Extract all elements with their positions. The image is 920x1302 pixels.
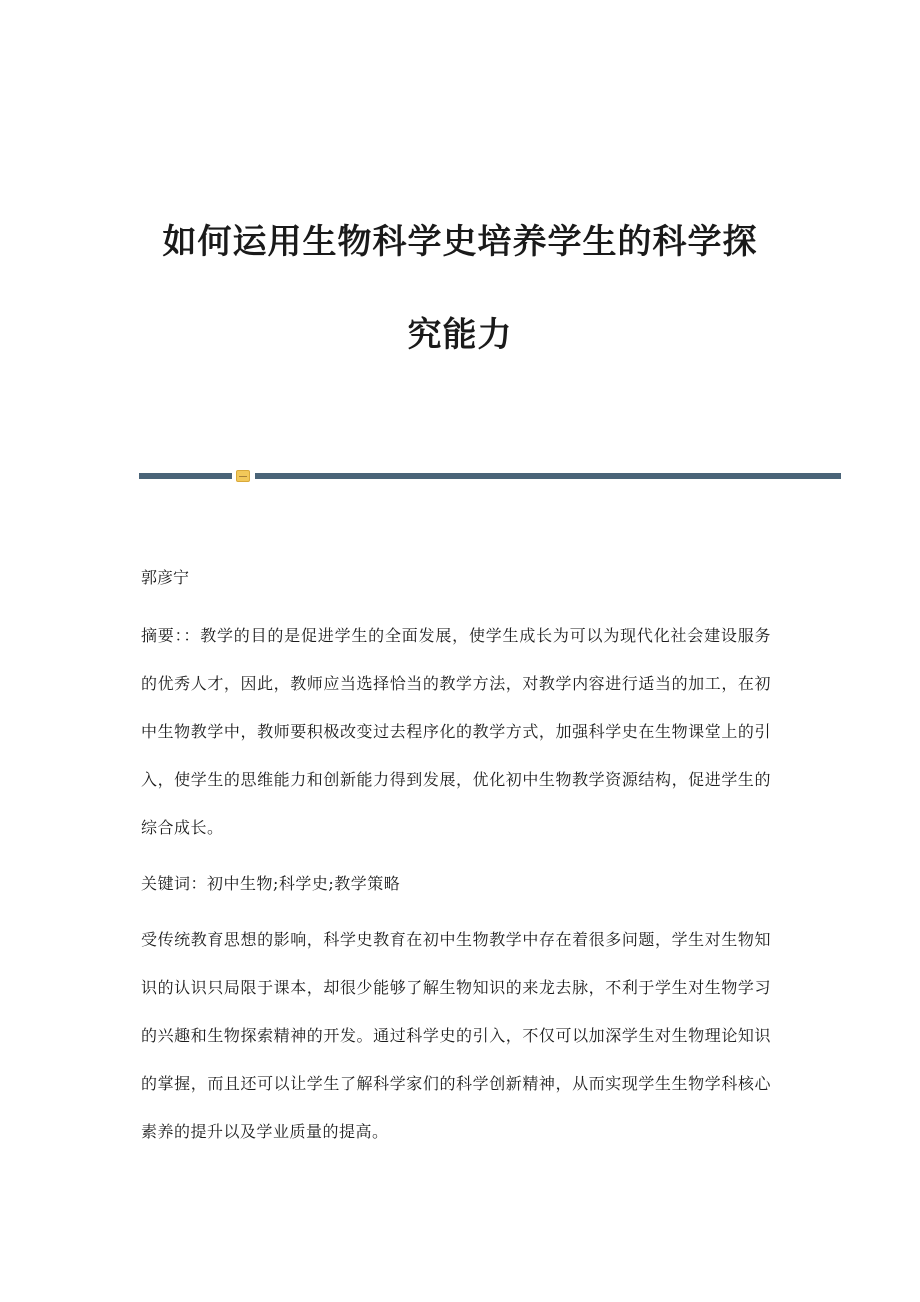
- keywords-line: 关键词：初中生物;科学史;教学策略: [141, 874, 401, 893]
- body-paragraph: 受传统教育思想的影响，科学史教育在初中生物教学中存在着很多问题，学生对生物知识的认识只局限于课本，却很少能够了解生物知识的来龙去脉，不利于学生对生物学习的兴趣和生物探索精神的开发。通过科学史的引入，不仅可以加深学生对生物理论知识的掌握，而且还可以让学生了解科学家们的科学创新精神，从而实现学生生物学科核心素养的提升以及学业质量的提高。: [141, 930, 771, 1141]
- abstract-paragraph: 摘要：：教学的目的是促进学生的全面发展，使学生成长为可以为现代化社会建设服务的优秀人才，因此，教师应当选择恰当的教学方法，对教学内容进行适当的加工，在初中生物教学中，教师要积极改变过去程序化的教学方式，加强科学史在生物课堂上的引入，使学生的思维能力和创新能力得到发展，优化初中生物教学资源结构，促进学生的综合成长。: [141, 626, 771, 837]
- divider-bar-right: [255, 473, 841, 479]
- divider-ornament-icon: [236, 470, 250, 482]
- author-name: 郭彦宁: [141, 568, 190, 587]
- divider-bar-left: [139, 473, 232, 479]
- title-divider: [139, 470, 841, 482]
- document-title-line-1: 如何运用生物科学史培养学生的科学探: [162, 222, 758, 262]
- document-title-line-2: 究能力: [407, 315, 513, 355]
